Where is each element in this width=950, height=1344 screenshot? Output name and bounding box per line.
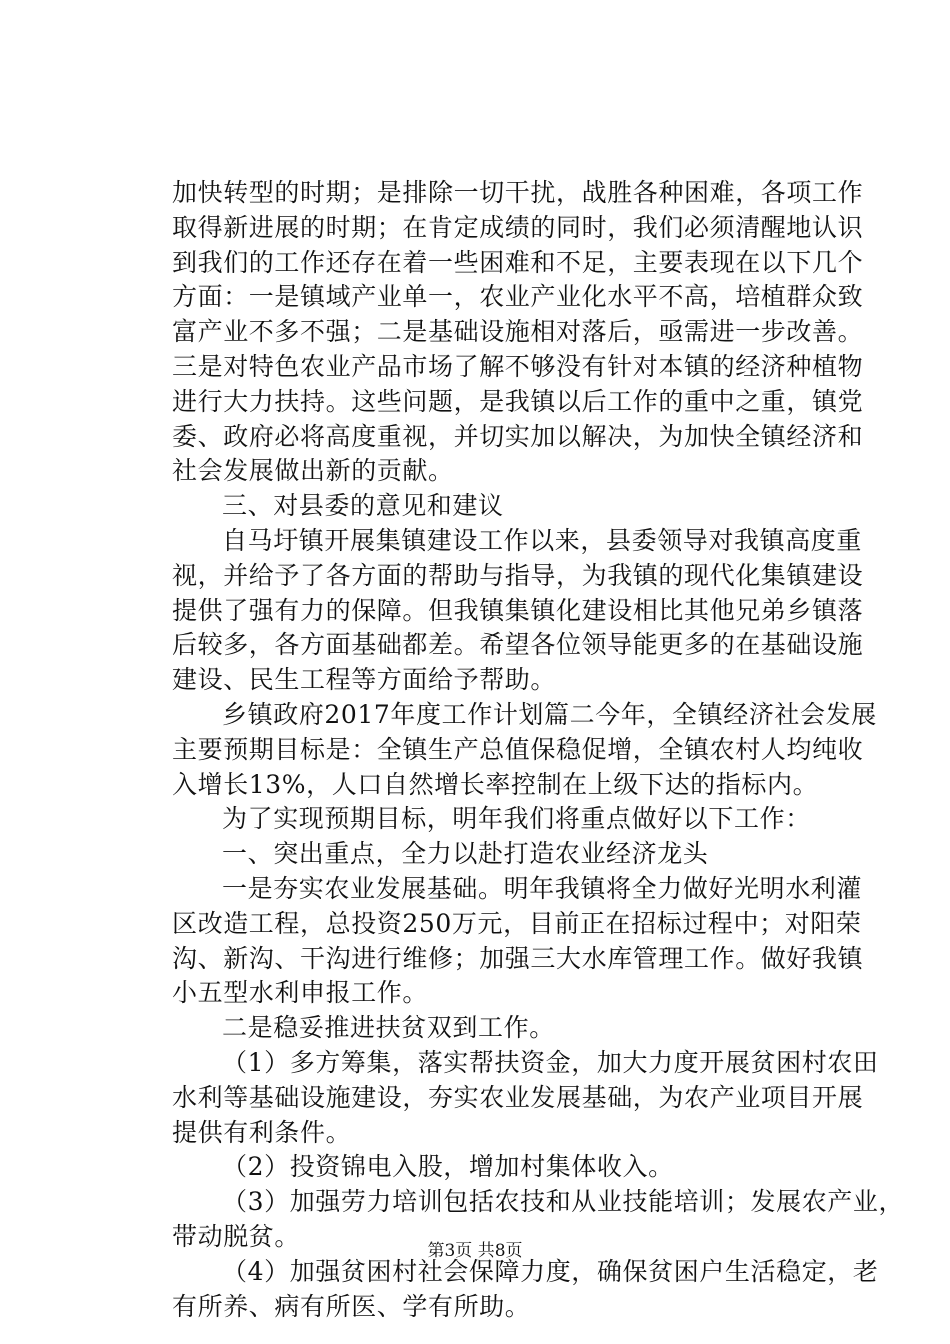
text-line: （3）加强劳力培训包括农技和从业技能培训；发展农产业， bbox=[222, 1187, 905, 1217]
text-line: 区改造工程，总投资250万元，目前正在招标过程中；对阳荣 bbox=[172, 908, 862, 938]
text-line: （4）加强贫困村社会保障力度，确保贫困户生活稳定，老 bbox=[222, 1256, 879, 1286]
text-line: 富产业不多不强；二是基础设施相对落后，亟需进一步改善。 bbox=[172, 317, 864, 347]
text-line: 一、突出重点，全力以赴打造农业经济龙头 bbox=[222, 839, 709, 869]
text-line: 乡镇政府2017年度工作计划篇二今年，全镇经济社会发展 bbox=[222, 699, 877, 729]
document-body bbox=[172, 176, 905, 1324]
text-line: 方面：一是镇域产业单一，农业产业化水平不高，培植群众致 bbox=[172, 282, 864, 312]
text-line: 自马圩镇开展集镇建设工作以来，县委领导对我镇高度重 bbox=[222, 525, 863, 555]
text-line: 一是夯实农业发展基础。明年我镇将全力做好光明水利灌 bbox=[222, 873, 863, 903]
text-line: 入增长13%，人口自然增长率控制在上级下达的指标内。 bbox=[172, 769, 819, 799]
text-line: 主要预期目标是：全镇生产总值保稳促增，全镇农村人均纯收 bbox=[172, 734, 864, 764]
text-line: 水利等基础设施建设，夯实农业发展基础，为农产业项目开展 bbox=[172, 1082, 864, 1112]
text-line: 小五型水利申报工作。 bbox=[172, 978, 429, 1008]
text-line: （1）多方筹集，落实帮扶资金，加大力度开展贫困村农田 bbox=[222, 1047, 879, 1077]
text-line: 到我们的工作还存在着一些困难和不足，主要表现在以下几个 bbox=[172, 247, 864, 277]
text-line: 沟、新沟、干沟进行维修；加强三大水库管理工作。做好我镇 bbox=[172, 943, 864, 973]
text-line: 加快转型的时期；是排除一切干扰，战胜各种困难，各项工作 bbox=[172, 178, 864, 207]
text-line: 三是对特色农业产品市场了解不够没有针对本镇的经济种植物 bbox=[172, 351, 864, 381]
text-line: 为了实现预期目标，明年我们将重点做好以下工作： bbox=[222, 804, 811, 834]
text-line: （2）投资锦电入股，增加村集体收入。 bbox=[222, 1152, 674, 1182]
text-line: 带动脱贫。 bbox=[172, 1221, 301, 1251]
text-line: 社会发展做出新的贡献。 bbox=[172, 456, 454, 486]
text-line: 建设、民生工程等方面给予帮助。 bbox=[172, 665, 557, 695]
text-line: 二是稳妥推进扶贫双到工作。 bbox=[222, 1013, 555, 1043]
text-line: 取得新进展的时期；在肯定成绩的同时，我们必须清醒地认识 bbox=[172, 212, 864, 242]
text-line: 进行大力扶持。这些问题，是我镇以后工作的重中之重，镇党 bbox=[172, 386, 864, 416]
text-line: 有所养、病有所医、学有所助。 bbox=[172, 1291, 531, 1321]
text-line: 提供有利条件。 bbox=[172, 1117, 352, 1147]
page-footer: 第3页 共8页 bbox=[427, 1241, 523, 1261]
text-line: 三、对县委的意见和建议 bbox=[222, 491, 504, 521]
text-line: 后较多，各方面基础都差。希望各位领导能更多的在基础设施 bbox=[172, 630, 864, 660]
text-line: 委、政府必将高度重视，并切实加以解决，为加快全镇经济和 bbox=[172, 421, 864, 451]
text-line: 视，并给予了各方面的帮助与指导，为我镇的现代化集镇建设 bbox=[172, 560, 864, 590]
text-line: 提供了强有力的保障。但我镇集镇化建设相比其他兄弟乡镇落 bbox=[172, 595, 864, 625]
